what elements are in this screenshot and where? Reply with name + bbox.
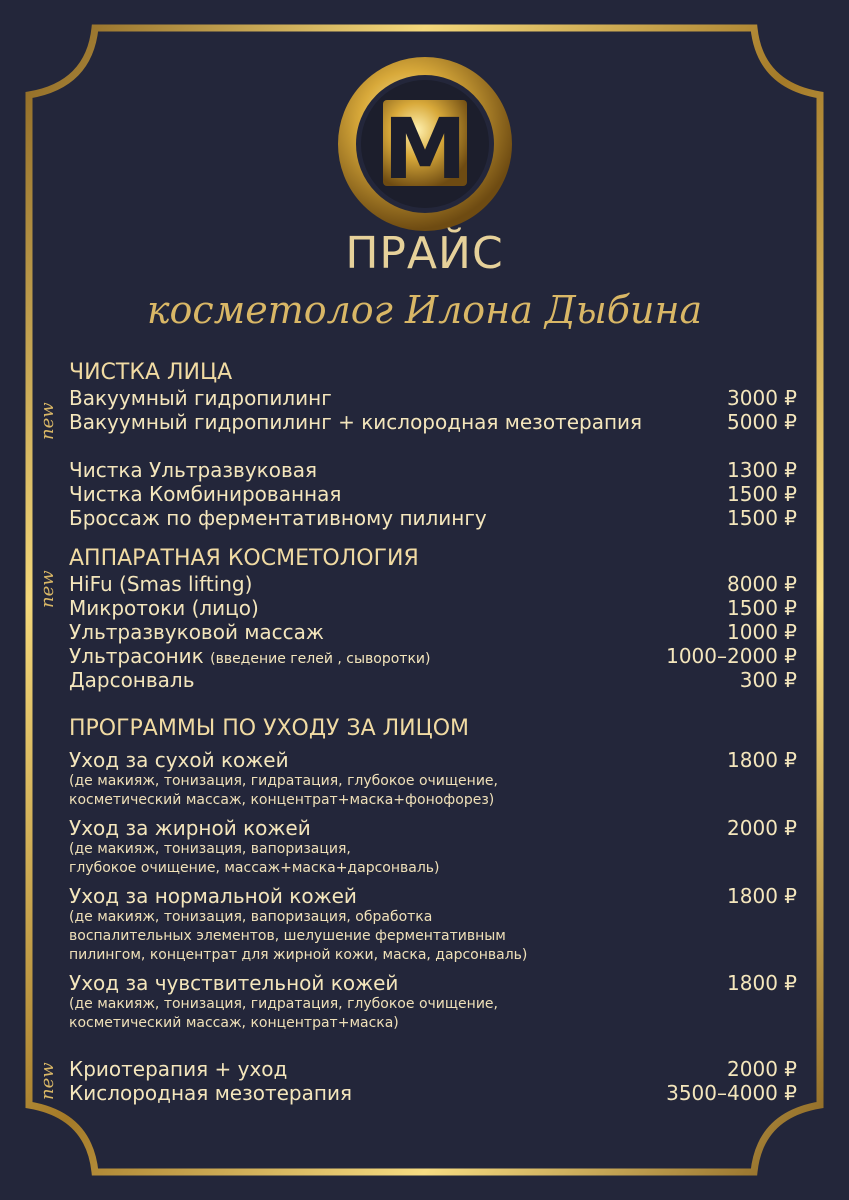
page-subtitle: косметолог Илона Дыбина	[146, 288, 703, 332]
item-description: (де макияж, тонизация, гидратация, глубокое очищение, косметический массаж, концентрат+маска+фонофорез)	[69, 773, 498, 808]
logo-m-icon	[333, 52, 517, 236]
price-content	[69, 360, 797, 1105]
item-name: Чистка Комбинированная	[69, 482, 342, 506]
item-name: Микротоки (лицо)	[69, 596, 259, 620]
item-name: Чистка Ультразвуковая	[69, 458, 318, 482]
item-price: 1500 ₽	[727, 482, 797, 506]
svg-text:M: M	[383, 100, 467, 198]
new-tag: new	[37, 1062, 58, 1100]
item-name: Вакуумный гидропилинг + кислородная мезотерапия	[69, 410, 643, 434]
item-price: 3500–4000 ₽	[666, 1081, 797, 1105]
item-name: Дарсонваль	[69, 668, 195, 692]
list-item	[69, 816, 797, 840]
item-name: HiFu (Smas lifting)	[69, 572, 253, 596]
item-price: 1500 ₽	[727, 506, 797, 530]
item-name: Кислородная мезотерапия	[69, 1081, 352, 1105]
list-item	[69, 1081, 797, 1105]
list-item	[69, 506, 797, 530]
item-name: Вакуумный гидропилинг	[69, 386, 332, 410]
list-item	[69, 596, 797, 620]
new-tag: new	[37, 570, 58, 608]
item-price: 2000 ₽	[727, 816, 797, 840]
item-price: 1500 ₽	[727, 596, 797, 620]
list-item	[69, 410, 797, 434]
item-price: 1800 ₽	[727, 971, 797, 995]
section-title: ЧИСТКА ЛИЦА	[69, 360, 233, 385]
list-item	[69, 1057, 797, 1081]
list-item	[69, 458, 797, 482]
item-description: (де макияж, тонизация, вапоризация, обработка воспалительных элементов, шелушение ферментативным пилингом, концентрат для жирной кожи, маска, дарсонваль)	[69, 909, 528, 963]
item-name: Уход за жирной кожей	[69, 816, 311, 840]
list-item	[69, 668, 797, 692]
list-item	[69, 620, 797, 644]
item-price: 2000 ₽	[727, 1057, 797, 1081]
item-name: Уход за нормальной кожей	[69, 884, 357, 908]
list-item	[69, 482, 797, 506]
section-face-care-programs	[69, 716, 797, 1105]
page-title: ПРАЙС	[345, 228, 504, 279]
item-price: 3000 ₽	[727, 386, 797, 410]
new-tag: new	[37, 402, 58, 440]
item-price: 1800 ₽	[727, 748, 797, 772]
item-price: 1000 ₽	[727, 620, 797, 644]
item-name: Ультразвуковой массаж	[69, 620, 324, 644]
item-description: (де макияж, тонизация, гидратация, глубокое очищение, косметический массаж, концентрат+маска)	[69, 996, 498, 1031]
item-name: Криотерапия + уход	[69, 1057, 288, 1081]
section-face-cleaning	[69, 360, 797, 530]
item-note: (введение гелей , сыворотки)	[210, 651, 431, 667]
list-item	[69, 884, 797, 908]
item-price: 5000 ₽	[727, 410, 797, 434]
logo	[333, 52, 517, 236]
section-title: АППАРАТНАЯ КОСМЕТОЛОГИЯ	[69, 546, 419, 571]
item-price: 1300 ₽	[727, 458, 797, 482]
list-item	[69, 572, 797, 596]
item-name: Уход за чувствительной кожей	[69, 971, 399, 995]
item-description: (де макияж, тонизация, вапоризация, глубокое очищение, массаж+маска+дарсонваль)	[69, 841, 440, 876]
list-item	[69, 748, 797, 772]
list-item	[69, 386, 797, 410]
section-hardware-cosmetology	[69, 546, 797, 692]
item-price: 300 ₽	[739, 668, 797, 692]
item-price: 8000 ₽	[727, 572, 797, 596]
section-title: ПРОГРАММЫ ПО УХОДУ ЗА ЛИЦОМ	[69, 716, 469, 741]
item-name: Ультрасоник (введение гелей , сыворотки)	[69, 644, 431, 668]
item-price: 1800 ₽	[727, 884, 797, 908]
item-name: Броссаж по ферментативному пилингу	[69, 506, 487, 530]
list-item	[69, 644, 797, 668]
list-item	[69, 971, 797, 995]
item-name: Уход за сухой кожей	[69, 748, 289, 772]
item-price: 1000–2000 ₽	[666, 644, 797, 668]
